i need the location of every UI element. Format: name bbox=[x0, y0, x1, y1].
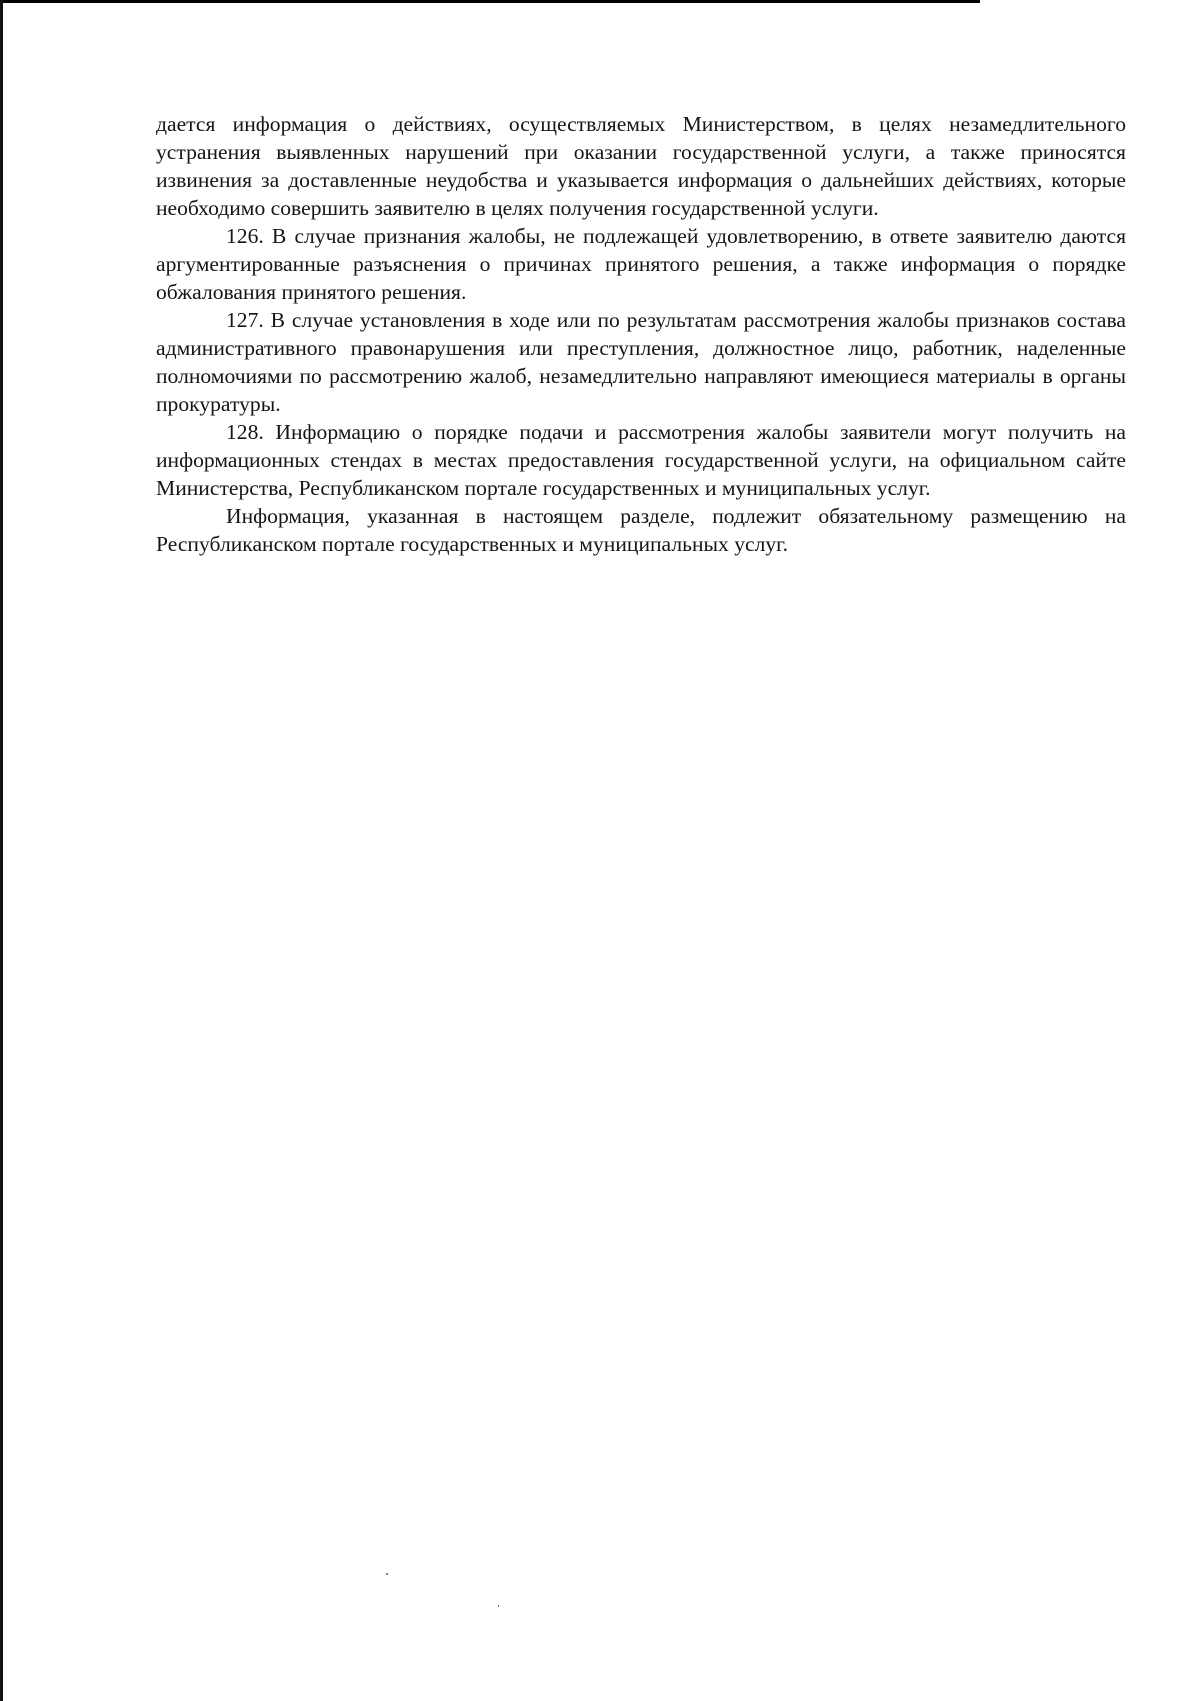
scan-border-left bbox=[0, 0, 3, 1701]
paragraph-127: 127. В случае установления в ходе или по результатам рассмотрения жалобы признаков состава административного правонарушения или преступления, должностное лицо, работник, наделенные полномочиями по рассмотрению жалоб, незамедлительно направляют имеющиеся материалы в органы прокуратуры. bbox=[156, 308, 1126, 416]
paragraph-128: 128. Информацию о порядке подачи и рассмотрения жалобы заявители могут получить на информационных стендах в местах предоставления государственной услуги, на официальном сайте Министерства, Республиканском портале государственных и муниципальных услуг. bbox=[156, 420, 1126, 500]
scan-speck bbox=[498, 1605, 499, 1607]
paragraph-126: 126. В случае признания жалобы, не подлежащей удовлетворению, в ответе заявителю даются аргументированные разъяснения о причинах принятого решения, а также информация о порядке обжалования принятого решения. bbox=[156, 224, 1126, 304]
scan-speck bbox=[386, 1573, 388, 1575]
paragraph-closing: Информация, указанная в настоящем разделе, подлежит обязательному размещению на Республиканском портале государственных и муниципальных услуг. bbox=[156, 504, 1126, 556]
scan-border-top bbox=[0, 0, 980, 3]
paragraph-continuation: дается информация о действиях, осуществляемых Министерством, в целях незамедлительного устранения выявленных нарушений при оказании государственной услуги, а также приносятся извинения за доставленные неудобства и указывается информация о дальнейших действиях, которые необходимо совершить заявителю в целях получения государственной услуги. bbox=[156, 112, 1126, 220]
document-body bbox=[156, 110, 1126, 558]
